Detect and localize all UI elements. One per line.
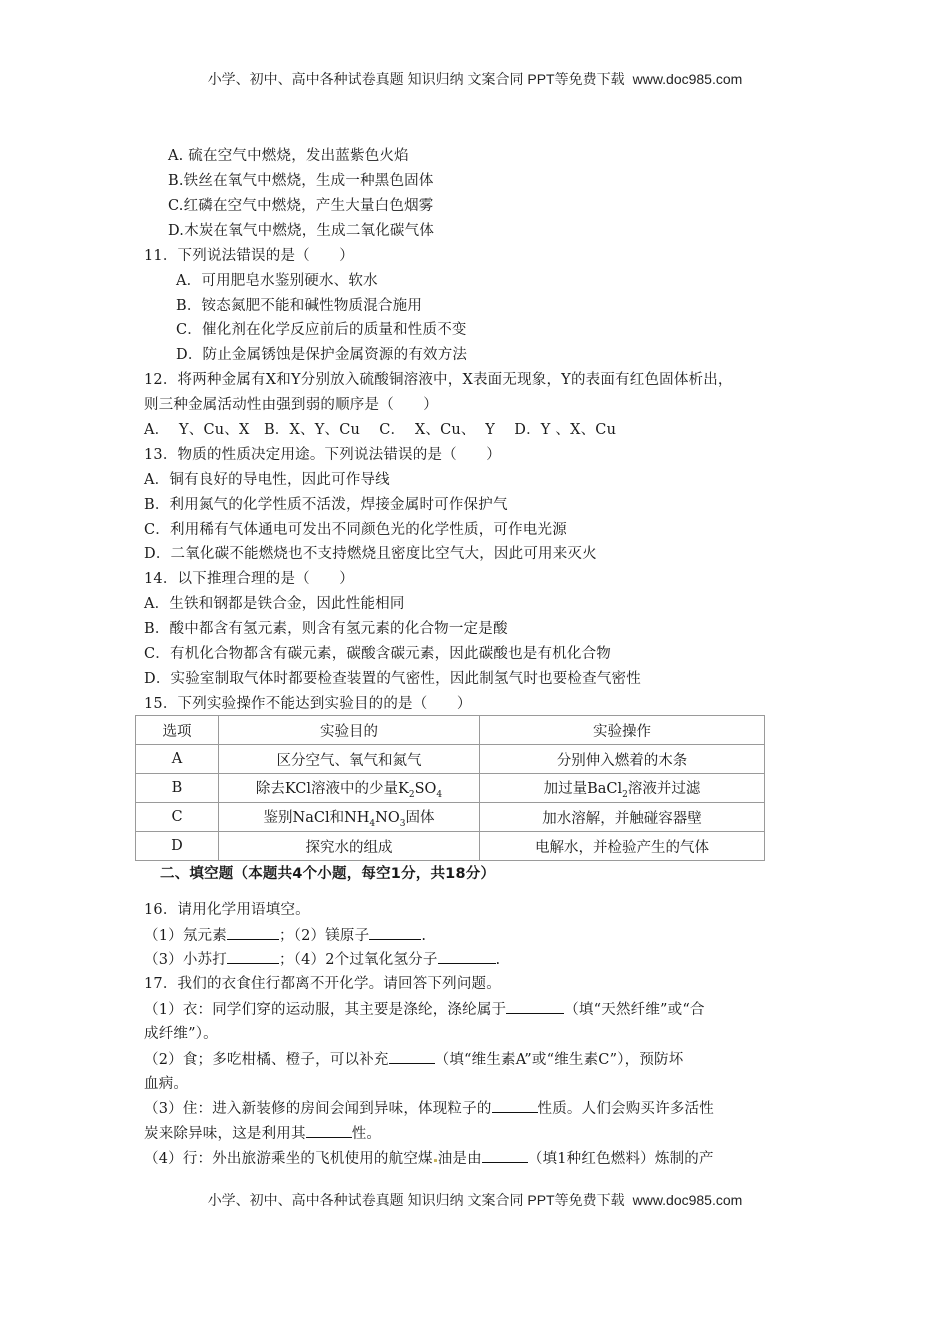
- row-operation: 加水溶解，并触碰容器壁: [480, 803, 765, 832]
- q14-option-c: C．有机化合物都含有碳元素，碳酸含碳元素，因此碳酸也是有机化合物: [144, 646, 611, 662]
- q17-p2-line1: [144, 1049, 683, 1070]
- q17-stem: 17．我们的衣食住行都离不开化学。请回答下列问题。: [144, 976, 501, 992]
- answer-blank[interactable]: [492, 1098, 538, 1113]
- q16-stem: 16．请用化学用语填空。: [144, 902, 310, 918]
- q17-p3-text: （3）住：进入新装修的房间会闻到异味，体现粒子的: [144, 1101, 492, 1117]
- answer-blank[interactable]: [369, 925, 421, 940]
- purpose-text: NO: [375, 809, 400, 826]
- page-footer: [0, 1190, 950, 1210]
- q13-option-c: C．利用稀有气体通电可发出不同颜色光的化学性质，可作电光源: [144, 522, 567, 538]
- footer-text: 小学、初中、高中各种试卷真题 知识归纳 文案合同 PPT等免费下载: [207, 1192, 625, 1208]
- q10-option-a: A. 硫在空气中燃烧，发出蓝紫色火焰: [168, 148, 409, 164]
- row-option: B: [136, 774, 219, 803]
- q12-stem-line2: 则三种金属活动性由强到弱的顺序是（ ）: [144, 397, 438, 413]
- table-row: [136, 832, 765, 861]
- operation-text: 溶液并过滤: [627, 780, 701, 797]
- q17-p1-line2: 成纤维”）。: [144, 1026, 218, 1042]
- q17-p3-text: 性质。人们会购买许多活性: [537, 1101, 714, 1117]
- q13-option-a: A．铜有良好的导电性，因此可作导线: [144, 472, 390, 488]
- answer-blank[interactable]: [227, 925, 279, 940]
- subscript: 2: [622, 789, 628, 800]
- row-operation: [480, 774, 765, 803]
- q14-option-d: D．实验室制取气体时都要检查装置的气密性，因此制氢气时也要检查气密性: [144, 671, 641, 687]
- q17-p1-text: （1）衣：同学们穿的运动服，其主要是涤纶，涤纶属于: [144, 1002, 507, 1018]
- q17-p4-text: （填1种红色燃料）炼制的产: [527, 1151, 714, 1167]
- answer-blank[interactable]: [227, 949, 279, 964]
- q14-stem: 14．以下推理合理的是（ ）: [144, 571, 354, 587]
- table-header-option: 选项: [136, 716, 219, 745]
- q17-p1-line1: [144, 999, 705, 1020]
- answer-blank[interactable]: [438, 949, 496, 964]
- q17-p2-line2: 血病。: [144, 1076, 189, 1092]
- q11-option-d: D．防止金属锈蚀是保护金属资源的有效方法: [176, 347, 468, 363]
- purpose-text: 固体: [405, 809, 435, 826]
- q10-option-c: C.红磷在空气中燃烧，产生大量白色烟雾: [168, 198, 434, 214]
- subscript: 4: [369, 818, 376, 829]
- answer-blank[interactable]: [306, 1123, 352, 1138]
- stray-mark: [434, 1159, 437, 1162]
- experiment-table: [135, 715, 765, 861]
- q16-line1: [144, 925, 426, 946]
- table-row: [136, 745, 765, 774]
- period: .: [495, 952, 501, 968]
- q17-p3-line1: [144, 1098, 714, 1119]
- q17-p3-line2: [144, 1123, 381, 1144]
- q17-p2-text: （填“维生素A”或“维生素C”），预防坏: [434, 1052, 684, 1068]
- answer-blank[interactable]: [482, 1148, 528, 1163]
- subscript: 2: [408, 789, 415, 800]
- row-purpose: [219, 774, 480, 803]
- q16-label-2: ；（2）镁原子: [278, 928, 370, 944]
- q13-option-b: B．利用氮气的化学性质不活泼，焊接金属时可作保护气: [144, 497, 508, 513]
- q11-stem: 11．下列说法错误的是（ ）: [144, 248, 354, 264]
- q11-option-b: B．铵态氮肥不能和碱性物质混合施用: [176, 298, 423, 314]
- section-title: 二、填空题（本题共4个小题，每空1分，共18分）: [160, 866, 496, 882]
- row-option: D: [136, 832, 219, 861]
- q10-option-d: D.木炭在氧气中燃烧，生成二氧化碳气体: [168, 223, 435, 239]
- q16-label-1: （1）氖元素: [144, 928, 227, 944]
- table-row: [136, 774, 765, 803]
- header-url: www.doc985.com: [632, 71, 743, 87]
- q17-p1-text: （填“天然纤维”或“合: [564, 1002, 705, 1018]
- subscript: 3: [399, 818, 406, 829]
- q11-option-a: A．可用肥皂水鉴别硬水、软水: [176, 273, 378, 289]
- answer-blank[interactable]: [506, 999, 564, 1014]
- row-operation: 电解水，并检验产生的气体: [480, 832, 765, 861]
- q12-stem-line1: 12．将两种金属有X和Y分别放入硫酸铜溶液中，X表面无现象，Y的表面有红色固体析出，: [144, 372, 733, 388]
- row-purpose: [219, 803, 480, 832]
- q17-p4-line1: [144, 1148, 714, 1169]
- purpose-text: 除去KCl溶液中的少量K: [255, 780, 409, 797]
- q14-option-b: B．酸中都含有氢元素，则含有氢元素的化合物一定是酸: [144, 621, 508, 637]
- row-option: C: [136, 803, 219, 832]
- q17-p2-text: （2）食；多吃柑橘、橙子，可以补充: [144, 1052, 389, 1068]
- header-text: 小学、初中、高中各种试卷真题 知识归纳 文案合同 PPT等免费下载: [207, 71, 625, 87]
- q12-options: A． Y、Cu、X B．X、Y、Cu C． X、Cu、 Y D．Y 、X、Cu: [144, 422, 617, 438]
- q17-p3-text: 性。: [351, 1126, 382, 1142]
- period: .: [421, 928, 427, 944]
- table-header-purpose: 实验目的: [219, 716, 480, 745]
- table-header-operation: 实验操作: [480, 716, 765, 745]
- purpose-text: 鉴别NaCl和NH: [263, 809, 370, 826]
- q16-label-4: ；（4）2个过氧化氢分子: [278, 952, 438, 968]
- subscript: 4: [436, 789, 443, 800]
- table-row: [136, 803, 765, 832]
- page-header: [0, 69, 950, 89]
- q17-p3-text: 炭来除异味，这是利用其: [144, 1126, 306, 1142]
- row-option: A: [136, 745, 219, 774]
- q11-option-c: C．催化剂在化学反应前后的质量和性质不变: [176, 322, 467, 338]
- q13-option-d: D．二氧化碳不能燃烧也不支持燃烧且密度比空气大，因此可用来灭火: [144, 546, 597, 562]
- row-purpose: 区分空气、氧气和氮气: [219, 745, 480, 774]
- purpose-text: SO: [414, 780, 437, 797]
- q17-p4-text: 油是由: [437, 1151, 482, 1167]
- q13-stem: 13．物质的性质决定用途。下列说法错误的是（ ）: [144, 447, 501, 463]
- operation-text: 加过量BaCl: [543, 780, 623, 797]
- q17-p4-text: （4）行：外出旅游乘坐的飞机使用的航空煤: [144, 1151, 433, 1167]
- q16-line2: [144, 949, 500, 970]
- answer-blank[interactable]: [389, 1049, 435, 1064]
- footer-url: www.doc985.com: [632, 1192, 743, 1208]
- q10-option-b: B.铁丝在氧气中燃烧，生成一种黑色固体: [168, 173, 434, 189]
- row-operation: 分别伸入燃着的木条: [480, 745, 765, 774]
- row-purpose: 探究水的组成: [219, 832, 480, 861]
- q14-option-a: A．生铁和钢都是铁合金，因此性能相同: [144, 596, 405, 612]
- q16-label-3: （3）小苏打: [144, 952, 227, 968]
- q15-stem: 15．下列实验操作不能达到实验目的的是（ ）: [144, 696, 472, 712]
- table-header-row: [136, 716, 765, 745]
